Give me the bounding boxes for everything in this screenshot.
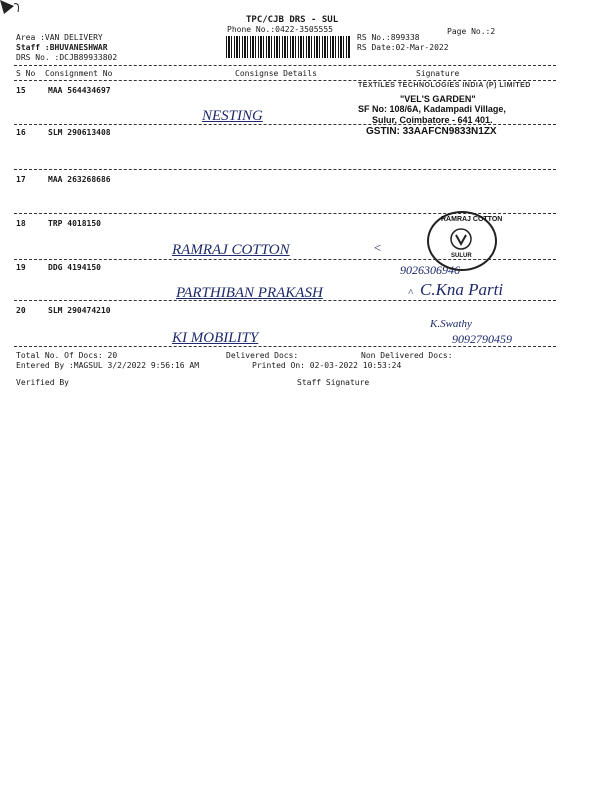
delivered-docs: Delivered Docs: xyxy=(226,351,299,360)
row-sno: 20 xyxy=(16,306,26,315)
row-sno: 16 xyxy=(16,128,26,137)
scan-corner-mark xyxy=(0,0,24,20)
column-header-signature: Signature xyxy=(416,69,460,78)
company-seal xyxy=(427,211,503,271)
handwritten-tick: ^ xyxy=(408,287,413,299)
stamp-company-name: TEXTILES TECHNOLOGIES INDIA (P) LIMITED xyxy=(358,82,531,89)
handwritten-consignee: RAMRAJ COTTON xyxy=(172,242,290,258)
row-sno: 17 xyxy=(16,175,26,184)
verified-by-label: Verified By xyxy=(16,378,69,387)
rs-date: RS Date:02-Mar-2022 xyxy=(357,43,449,52)
seal-logo-icon xyxy=(450,228,472,250)
handwritten-consignee: KI MOBILITY xyxy=(172,330,259,346)
row-consignment: DDG 4194150 xyxy=(48,263,101,272)
seal-text: SULUR xyxy=(451,253,472,259)
drs-number: DRS No. :DCJB89933802 xyxy=(16,53,118,62)
printed-on: Printed On: 02-03-2022 10:53:24 xyxy=(252,361,402,370)
handwritten-signature: K.Swathy xyxy=(430,318,472,330)
handwritten-phone: 9026306946 xyxy=(400,263,460,277)
stamp-address-line: Sulur, Coimbatore - 641 401. xyxy=(372,115,493,125)
row-sno: 15 xyxy=(16,86,26,95)
stamp-gstin: GSTIN: 33AAFCN9833N1ZX xyxy=(366,126,497,137)
document-title: TPC/CJB DRS - SUL xyxy=(246,15,339,25)
staff-signature-label: Staff Signature xyxy=(297,378,370,387)
entered-by: Entered By :MAGSUL 3/2/2022 9:56:16 AM xyxy=(16,361,200,370)
divider xyxy=(14,80,556,81)
row-consignment: TRP 4018150 xyxy=(48,219,101,228)
non-delivered-docs: Non Delivered Docs: xyxy=(361,351,453,360)
row-consignment: SLM 290474210 xyxy=(48,306,111,315)
handwritten-phone: 9092790459 xyxy=(452,332,512,346)
handwritten-consignee: PARTHIBAN PRAKASH xyxy=(176,285,323,301)
stamp-address-line: SF No: 108/6A, Kadampadi Village, xyxy=(358,104,506,114)
handwritten-tick: < xyxy=(373,240,382,255)
barcode xyxy=(226,36,350,58)
column-header-consignee: Consignse Details xyxy=(235,69,317,78)
row-consignment: MAA 564434697 xyxy=(48,86,111,95)
total-docs: Total No. Of Docs: 20 xyxy=(16,351,118,360)
seal-text: RAMRAJ COTTON xyxy=(441,216,503,223)
row-consignment: SLM 290613408 xyxy=(48,128,111,137)
area-label: Area :VAN DELIVERY xyxy=(16,33,103,42)
handwritten-consignee: NESTING xyxy=(202,108,263,124)
column-header-sno: S No xyxy=(16,69,36,78)
stamp-location-name: "VEL'S GARDEN" xyxy=(400,94,476,104)
rs-number: RS No.:899338 xyxy=(357,33,420,42)
staff-label: Staff :BHUVANESHWAR xyxy=(16,43,108,52)
divider xyxy=(14,65,556,66)
row-consignment: MAA 263268686 xyxy=(48,175,111,184)
row-sno: 18 xyxy=(16,219,26,228)
row-divider xyxy=(14,169,556,170)
page-number: Page No.:2 xyxy=(447,27,496,36)
column-header-consignment: Consignment No xyxy=(45,69,113,78)
phone-number: Phone No.:0422-3505555 xyxy=(227,25,333,34)
row-sno: 19 xyxy=(16,263,26,272)
handwritten-signature: C.Kna Parti xyxy=(420,280,504,299)
